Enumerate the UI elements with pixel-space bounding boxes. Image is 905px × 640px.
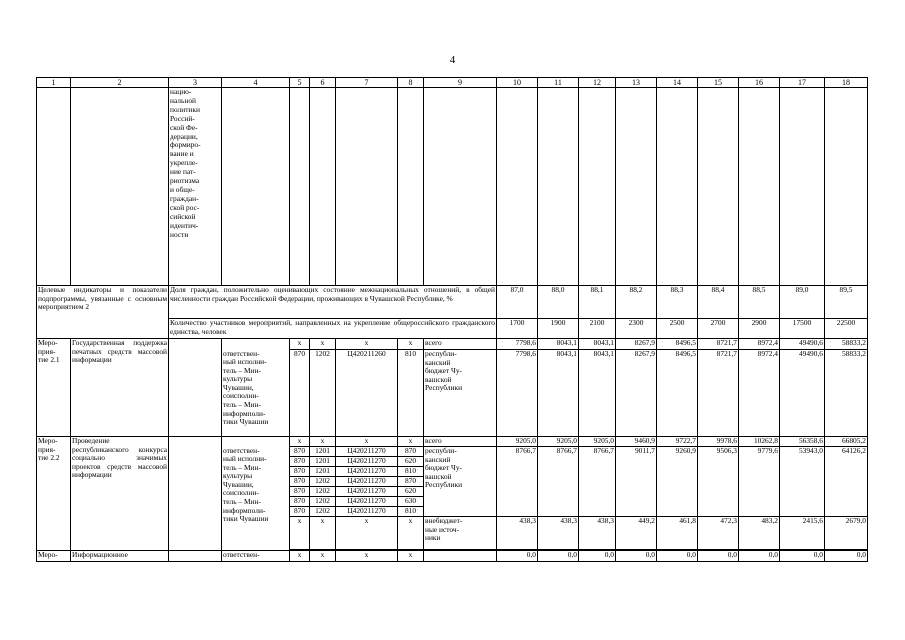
column-header: 10 bbox=[497, 78, 538, 88]
value-cell: 9779,6 bbox=[739, 447, 780, 517]
value-cell: 461,8 bbox=[657, 517, 698, 550]
value-cell: 0,0 bbox=[616, 551, 657, 562]
column-header: 2 bbox=[71, 78, 169, 88]
value-cell: 66805,2 bbox=[825, 437, 868, 447]
program-table bbox=[36, 77, 868, 562]
value-cell: 9260,9 bbox=[657, 447, 698, 517]
code-cell: 870 bbox=[290, 467, 310, 477]
value-cell: 8267,9 bbox=[616, 339, 657, 350]
code-cell: 810 bbox=[398, 507, 424, 517]
column-header: 4 bbox=[222, 78, 290, 88]
code-cell: x bbox=[290, 517, 310, 550]
value-cell: 8721,7 bbox=[698, 350, 739, 437]
source-cell: внебюджет- ные источ- ники bbox=[424, 517, 497, 550]
value-cell: 0,0 bbox=[538, 551, 579, 562]
value-cell: 53943,0 bbox=[780, 447, 825, 517]
target-2-value: 2900 bbox=[739, 319, 780, 339]
code-cell: x bbox=[398, 551, 424, 562]
m23-name: Информационное bbox=[71, 551, 169, 562]
value-cell: 9460,9 bbox=[616, 437, 657, 447]
value-cell: 7798,6 bbox=[497, 350, 538, 437]
target-1-value: 88,1 bbox=[579, 286, 616, 319]
code-cell: x bbox=[310, 517, 336, 550]
m23-executor: ответствен- bbox=[222, 551, 290, 562]
value-cell: 8972,4 bbox=[739, 339, 780, 350]
m22-name: Проведение республиканского конкурса социально значимых проектов средств массовой информации bbox=[71, 437, 169, 551]
value-cell: 9205,0 bbox=[579, 437, 616, 447]
code-cell: 870 bbox=[398, 477, 424, 487]
column-header: 7 bbox=[336, 78, 398, 88]
code-cell: x bbox=[336, 517, 398, 550]
code-cell: x bbox=[310, 551, 336, 562]
value-cell: 8496,5 bbox=[657, 350, 698, 437]
code-cell: x bbox=[336, 551, 398, 562]
target-1-value: 88,4 bbox=[698, 286, 739, 319]
target-1-value: 88,0 bbox=[538, 286, 579, 319]
code-cell: 870 bbox=[290, 507, 310, 517]
code-cell: x bbox=[398, 517, 424, 550]
value-cell: 0,0 bbox=[657, 551, 698, 562]
m22-label: Меро- прия- тие 2.2 bbox=[37, 437, 71, 551]
column-header: 18 bbox=[825, 78, 868, 88]
code-cell: 1202 bbox=[310, 507, 336, 517]
value-cell: 449,2 bbox=[616, 517, 657, 550]
target-2-value: 1700 bbox=[497, 319, 538, 339]
code-cell: 1202 bbox=[310, 477, 336, 487]
source-cell: всего bbox=[424, 437, 497, 447]
source-cell: всего bbox=[424, 339, 497, 350]
column-header: 11 bbox=[538, 78, 579, 88]
code-cell: 870 bbox=[290, 447, 310, 457]
code-cell: 1202 bbox=[310, 497, 336, 507]
value-cell: 7798,6 bbox=[497, 339, 538, 350]
code-cell: 1201 bbox=[310, 467, 336, 477]
value-cell: 9205,0 bbox=[497, 437, 538, 447]
program-table-container bbox=[36, 77, 867, 562]
code-cell: x bbox=[310, 437, 336, 447]
source-cell: республи- канский бюджет Чу- вашской Республики bbox=[424, 447, 497, 517]
value-cell: 9978,6 bbox=[698, 437, 739, 447]
value-cell: 2679,0 bbox=[825, 517, 868, 550]
target-2-value: 2700 bbox=[698, 319, 739, 339]
code-cell: x bbox=[398, 437, 424, 447]
code-cell: x bbox=[336, 437, 398, 447]
continuation-cell-col3: нацио- нальной политики Россий- ской Фе- дерации, формиро- вание и укрепле- ние пат- риотизма и обще- граждан- ской рос- сийской идентич- ности bbox=[169, 88, 222, 286]
m22-total-row bbox=[37, 437, 868, 447]
value-cell: 8043,1 bbox=[538, 350, 579, 437]
column-header: 1 bbox=[37, 78, 71, 88]
value-cell: 0,0 bbox=[780, 551, 825, 562]
code-cell: 1202 bbox=[310, 487, 336, 497]
m21-executor: ответствен- ный исполни- тель – Мин- культуры Чувашии, соисполни- тель – Мин- информпoли- тики Чувашии bbox=[222, 350, 290, 437]
code-cell: 870 bbox=[290, 487, 310, 497]
value-cell: 8766,7 bbox=[579, 447, 616, 517]
value-cell: 58833,2 bbox=[825, 350, 868, 437]
code-cell: x bbox=[290, 339, 310, 350]
code-cell: x bbox=[290, 551, 310, 562]
code-cell: Ц420211260 bbox=[336, 350, 398, 437]
target-1-value: 87,0 bbox=[497, 286, 538, 319]
column-header: 3 bbox=[169, 78, 222, 88]
target-1-value: 88,2 bbox=[616, 286, 657, 319]
code-cell: Ц420211270 bbox=[336, 467, 398, 477]
target-2-value: 22500 bbox=[825, 319, 868, 339]
value-cell: 472,3 bbox=[698, 517, 739, 550]
column-header: 9 bbox=[424, 78, 497, 88]
value-cell: 10262,8 bbox=[739, 437, 780, 447]
value-cell: 8972,4 bbox=[739, 350, 780, 437]
value-cell: 8766,7 bbox=[538, 447, 579, 517]
value-cell: 2415,6 bbox=[780, 517, 825, 550]
value-cell: 58833,2 bbox=[825, 339, 868, 350]
header-row bbox=[37, 78, 868, 88]
value-cell: 438,3 bbox=[579, 517, 616, 550]
column-header: 17 bbox=[780, 78, 825, 88]
column-header: 16 bbox=[739, 78, 780, 88]
code-cell: 870 bbox=[398, 447, 424, 457]
value-cell: 56358,6 bbox=[780, 437, 825, 447]
column-header: 13 bbox=[616, 78, 657, 88]
value-cell: 49490,6 bbox=[780, 339, 825, 350]
value-cell: 9722,7 bbox=[657, 437, 698, 447]
m23-row bbox=[37, 551, 868, 562]
target-2-value: 2500 bbox=[657, 319, 698, 339]
code-cell: Ц420211270 bbox=[336, 487, 398, 497]
value-cell: 9205,0 bbox=[538, 437, 579, 447]
target-2-text: Количество участников мероприятий, направленных на укрепление общероссийского гражданского единства, человек bbox=[169, 319, 497, 339]
m22-executor: ответствен- ный исполни- тель – Мин- культуры Чувашии, соисполни- тель – Мин- информпoли- тики Чувашии bbox=[222, 447, 290, 551]
code-cell: 870 bbox=[290, 497, 310, 507]
target-1-value: 89,5 bbox=[825, 286, 868, 319]
value-cell: 49490,6 bbox=[780, 350, 825, 437]
value-cell: 483,2 bbox=[739, 517, 780, 550]
target-row-1 bbox=[37, 286, 868, 319]
code-cell: 870 bbox=[290, 457, 310, 467]
continuation-row bbox=[37, 88, 868, 286]
target-2-value: 2300 bbox=[616, 319, 657, 339]
value-cell: 438,3 bbox=[538, 517, 579, 550]
target-2-value: 1900 bbox=[538, 319, 579, 339]
target-1-text: Доля граждан, положительно оценивающих состояние межнациональных отношений, в общей численности граждан Российской Федерации, проживающих в Чувашской Республике, % bbox=[169, 286, 497, 319]
column-header: 15 bbox=[698, 78, 739, 88]
m21-name: Государственная поддержка печатных средств массовой информации bbox=[71, 339, 169, 437]
value-cell: 0,0 bbox=[825, 551, 868, 562]
value-cell: 8267,9 bbox=[616, 350, 657, 437]
source-cell: республи- канский бюджет Чу- вашской Республики bbox=[424, 350, 497, 437]
m21-label: Меро- прия- тие 2.1 bbox=[37, 339, 71, 437]
code-cell: Ц420211270 bbox=[336, 507, 398, 517]
value-cell: 0,0 bbox=[698, 551, 739, 562]
target-2-value: 17500 bbox=[780, 319, 825, 339]
m23-label: Меро- bbox=[37, 551, 71, 562]
target-1-value: 89,0 bbox=[780, 286, 825, 319]
page-number: 4 bbox=[449, 54, 456, 66]
target-1-value: 88,5 bbox=[739, 286, 780, 319]
m21-total-row bbox=[37, 339, 868, 350]
value-cell: 8496,5 bbox=[657, 339, 698, 350]
code-cell: 630 bbox=[398, 497, 424, 507]
value-cell: 0,0 bbox=[579, 551, 616, 562]
code-cell: x bbox=[310, 339, 336, 350]
value-cell: 8043,1 bbox=[579, 339, 616, 350]
code-cell: 620 bbox=[398, 487, 424, 497]
value-cell: 9011,7 bbox=[616, 447, 657, 517]
code-cell: x bbox=[290, 437, 310, 447]
column-header: 5 bbox=[290, 78, 310, 88]
code-cell: x bbox=[398, 339, 424, 350]
value-cell: 8766,7 bbox=[497, 447, 538, 517]
code-cell: Ц420211270 bbox=[336, 447, 398, 457]
code-cell: 1202 bbox=[310, 350, 336, 437]
code-cell: x bbox=[336, 339, 398, 350]
target-1-value: 88,3 bbox=[657, 286, 698, 319]
value-cell: 64126,2 bbox=[825, 447, 868, 517]
code-cell: 810 bbox=[398, 467, 424, 477]
code-cell: 1201 bbox=[310, 457, 336, 467]
column-header: 12 bbox=[579, 78, 616, 88]
code-cell: Ц420211270 bbox=[336, 477, 398, 487]
column-header: 8 bbox=[398, 78, 424, 88]
target-2-value: 2100 bbox=[579, 319, 616, 339]
column-header: 6 bbox=[310, 78, 336, 88]
target-indicators-label: Целевые индикаторы и показатели подпрограммы, увязанные с основным мероприятием 2 bbox=[37, 286, 169, 339]
code-cell: 1201 bbox=[310, 447, 336, 457]
code-cell: Ц420211270 bbox=[336, 497, 398, 507]
code-cell: 870 bbox=[290, 477, 310, 487]
code-cell: Ц420211270 bbox=[336, 457, 398, 467]
code-cell: 810 bbox=[398, 350, 424, 437]
value-cell: 0,0 bbox=[739, 551, 780, 562]
code-cell: 870 bbox=[290, 350, 310, 437]
code-cell: 620 bbox=[398, 457, 424, 467]
column-header: 14 bbox=[657, 78, 698, 88]
value-cell: 438,3 bbox=[497, 517, 538, 550]
value-cell: 8043,1 bbox=[579, 350, 616, 437]
value-cell: 8721,7 bbox=[698, 339, 739, 350]
value-cell: 0,0 bbox=[497, 551, 538, 562]
value-cell: 9506,3 bbox=[698, 447, 739, 517]
value-cell: 8043,1 bbox=[538, 339, 579, 350]
